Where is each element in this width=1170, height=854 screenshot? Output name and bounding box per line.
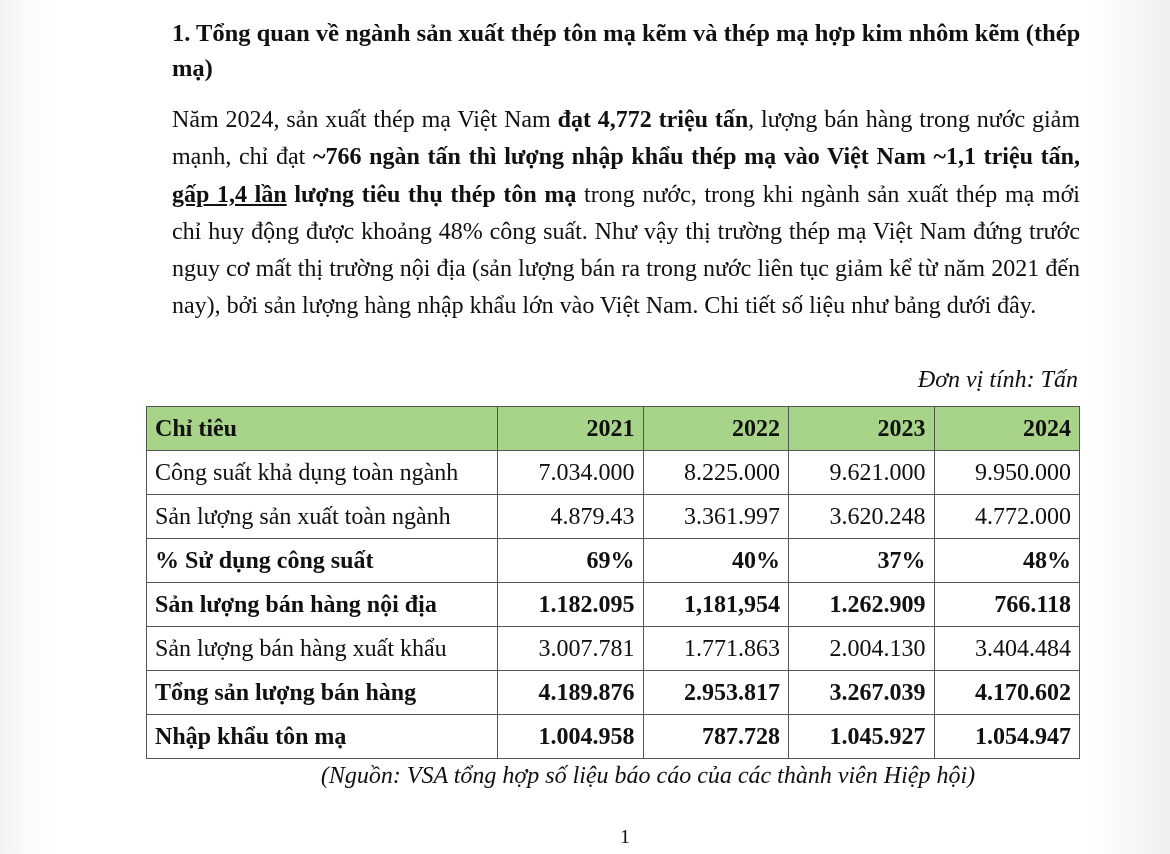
source-note: (Nguồn: VSA tổng hợp số liệu báo cáo của các thành viên Hiệp hội) (320, 763, 976, 789)
table-cell: 1.262.909 (789, 583, 935, 627)
table-cell: 7.034.000 (498, 451, 644, 495)
table-cell: 3.267.039 (789, 671, 935, 715)
table-cell: 69% (498, 539, 644, 583)
row-label: Sản lượng bán hàng nội địa (147, 583, 498, 627)
table-cell: 766.118 (934, 583, 1080, 627)
unit-note: Đơn vị tính: Tấn (917, 367, 1078, 393)
table-cell: 4.189.876 (498, 671, 644, 715)
table-row (147, 627, 1080, 671)
row-label: Tổng sản lượng bán hàng (147, 671, 498, 715)
table-cell: 4.772.000 (934, 495, 1080, 539)
table-header-cell: 2023 (789, 407, 935, 451)
row-label: Sản lượng sản xuất toàn ngành (147, 495, 498, 539)
table-cell: 9.950.000 (934, 451, 1080, 495)
table-cell: 48% (934, 539, 1080, 583)
table-cell: 4.170.602 (934, 671, 1080, 715)
row-label: Nhập khẩu tôn mạ (147, 715, 498, 759)
intro-paragraph (172, 102, 1080, 326)
table-cell: 2.953.817 (643, 671, 789, 715)
table-cell: 2.004.130 (789, 627, 935, 671)
table-row (147, 539, 1080, 583)
table-row (147, 671, 1080, 715)
table-cell: 40% (643, 539, 789, 583)
para-text-2: , lượng bán hàng trong nước giảm mạnh, chỉ đạt (172, 107, 1081, 171)
table-header-row (147, 407, 1080, 451)
row-label: Sản lượng bán hàng xuất khẩu (147, 627, 498, 671)
table-cell: 3.361.997 (643, 495, 789, 539)
table-cell: 1.004.958 (498, 715, 644, 759)
table-row (147, 583, 1080, 627)
table-cell: 3.007.781 (498, 627, 644, 671)
page-number: 1 (620, 826, 630, 848)
table-cell: 1.054.947 (934, 715, 1080, 759)
table-header-cell: 2024 (934, 407, 1080, 451)
table-cell: 3.404.484 (934, 627, 1080, 671)
table-row (147, 451, 1080, 495)
para-bold-consumption: lượng tiêu thụ thép tôn mạ (286, 181, 577, 208)
para-text-3: trong nước, trong khi ngành sản xuất thép mạ mới chỉ huy động được khoảng 48% công suất. Như vậy thị trường thép mạ Việt Nam đứng trước nguy cơ mất thị trường nội địa (sản lượng bán ra trong nước liên tục giảm kể từ năm 2021 đến nay), bởi sản lượng hàng nhập khẩu lớn vào Việt Nam. Chi tiết số liệu như bảng dưới đây. (172, 181, 1080, 320)
para-underline-ratio: gấp 1,4 lần (172, 181, 287, 208)
para-text-1: Năm 2024, sản xuất thép mạ Việt Nam (172, 107, 558, 133)
row-label: % Sử dụng công suất (147, 539, 498, 583)
table-cell: 8.225.000 (643, 451, 789, 495)
table-header-cell: 2022 (643, 407, 789, 451)
table-cell: 1.771.863 (643, 627, 789, 671)
table-cell: 9.621.000 (789, 451, 935, 495)
table-row (147, 495, 1080, 539)
section-heading: 1. Tổng quan về ngành sản xuất thép tôn mạ kẽm và thép mạ hợp kim nhôm kẽm (thép mạ) (172, 20, 1081, 82)
table-header-cell: Chỉ tiêu (147, 407, 498, 451)
table-cell: 1.045.927 (789, 715, 935, 759)
table-row (147, 715, 1080, 759)
row-label: Công suất khả dụng toàn ngành (147, 451, 498, 495)
table-cell: 3.620.248 (789, 495, 935, 539)
table-header-cell: 2021 (498, 407, 644, 451)
table-cell: 1,181,954 (643, 583, 789, 627)
para-bold-import: ~766 ngàn tấn thì lượng nhập khẩu thép mạ vào Việt Nam ~1,1 triệu tấn, (313, 144, 1080, 171)
table-cell: 37% (789, 539, 935, 583)
table-cell: 1.182.095 (498, 583, 644, 627)
steel-data-table (146, 406, 1080, 759)
table-cell: 787.728 (643, 715, 789, 759)
para-bold-production: đạt 4,772 triệu tấn (557, 107, 749, 133)
table-cell: 4.879.43 (498, 495, 644, 539)
